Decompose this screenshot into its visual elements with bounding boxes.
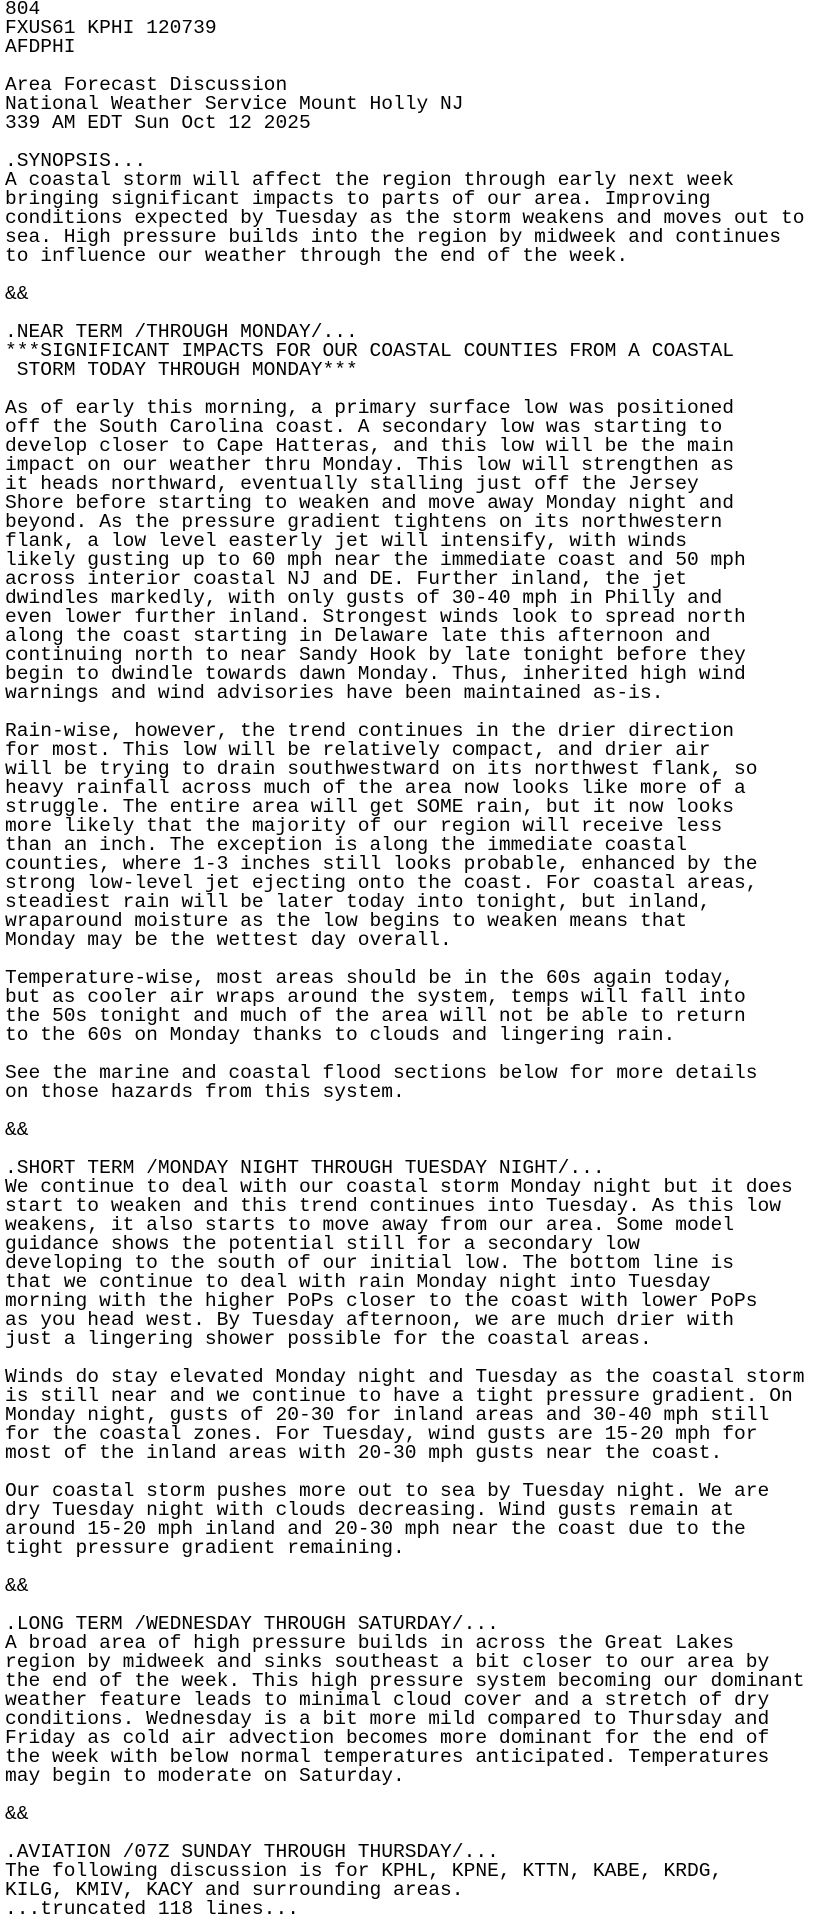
text-line: Monday may be the wettest day overall. [5, 929, 452, 951]
text-line: the week with below normal temperatures anticipated. Temperatures [5, 1746, 770, 1768]
text-line: as you head west. By Tuesday afternoon, we are much drier with [5, 1309, 735, 1331]
text-line: for the coastal zones. For Tuesday, wind gusts are 15-20 mph for [5, 1423, 758, 1445]
text-line: Rain-wise, however, the trend continues in the drier direction [5, 720, 735, 742]
text-line: Area Forecast Discussion [5, 74, 288, 96]
text-line: continuing north to near Sandy Hook by late tonight before they [5, 644, 746, 666]
text-line: heavy rainfall across much of the area now looks like more of a [5, 777, 746, 799]
text-line: 804 [5, 0, 41, 20]
blank-line [5, 266, 825, 285]
text-line: on those hazards from this system. [5, 1081, 405, 1103]
blank-line [5, 1558, 825, 1577]
text-line: .NEAR TERM /THROUGH MONDAY/... [5, 321, 358, 343]
text-line: strong low-level jet ejecting onto the coast. For coastal areas, [5, 872, 758, 894]
text-line: && [5, 1119, 29, 1141]
text-line: STORM TODAY THROUGH MONDAY*** [5, 359, 358, 381]
text-line: than an inch. The exception is along the immediate coastal [5, 834, 687, 856]
blank-line [5, 1102, 825, 1121]
text-line: that we continue to deal with rain Monday night into Tuesday [5, 1271, 711, 1293]
text-line: Our coastal storm pushes more out to sea by Tuesday night. We are [5, 1480, 770, 1502]
text-line: .LONG TERM /WEDNESDAY THROUGH SATURDAY/... [5, 1613, 499, 1635]
text-line: is still near and we continue to have a tight pressure gradient. On [5, 1385, 793, 1407]
text-line: struggle. The entire area will get SOME rain, but it now looks [5, 796, 735, 818]
text-line: && [5, 283, 29, 305]
text-line: See the marine and coastal flood sections below for more details [5, 1062, 758, 1084]
text-line: sea. High pressure builds into the region by midweek and continues [5, 226, 782, 248]
text-line: counties, where 1-3 inches still looks probable, enhanced by the [5, 853, 758, 875]
text-line: wraparound moisture as the low begins to weaken means that [5, 910, 687, 932]
text-line: flank, a low level easterly jet will intensify, with winds [5, 530, 687, 552]
text-line: AFDPHI [5, 36, 76, 58]
text-line: conditions expected by Tuesday as the storm weakens and moves out to [5, 207, 805, 229]
text-line: .SYNOPSIS... [5, 150, 147, 172]
blank-line [5, 1786, 825, 1805]
text-line: more likely that the majority of our region will receive less [5, 815, 723, 837]
text-line: 339 AM EDT Sun Oct 12 2025 [5, 112, 311, 134]
text-line: morning with the higher PoPs closer to the coast with lower PoPs [5, 1290, 758, 1312]
text-line: develop closer to Cape Hatteras, and this low will be the main [5, 435, 735, 457]
text-line: The following discussion is for KPHL, KPNE, KTTN, KABE, KRDG, [5, 1860, 723, 1882]
text-line: A broad area of high pressure builds in across the Great Lakes [5, 1632, 735, 1654]
text-line: to influence our weather through the end of the week. [5, 245, 629, 267]
text-line: As of early this morning, a primary surface low was positioned [5, 397, 735, 419]
text-line: around 15-20 mph inland and 20-30 mph near the coast due to the [5, 1518, 746, 1540]
text-line: begin to dwindle towards dawn Monday. Thus, inherited high wind [5, 663, 746, 685]
text-line: most of the inland areas with 20-30 mph gusts near the coast. [5, 1442, 723, 1464]
text-line: guidance shows the potential still for a secondary low [5, 1233, 640, 1255]
text-line: along the coast starting in Delaware late this afternoon and [5, 625, 711, 647]
text-line: steadiest rain will be later today into tonight, but inland, [5, 891, 711, 913]
text-line: weakens, it also starts to move away from our area. Some model [5, 1214, 735, 1236]
text-line: the 50s tonight and much of the area will not be able to return [5, 1005, 746, 1027]
text-line: dry Tuesday night with clouds decreasing. Wind gusts remain at [5, 1499, 735, 1521]
text-line: .AVIATION /07Z SUNDAY THROUGH THURSDAY/... [5, 1841, 499, 1863]
text-line: && [5, 1803, 29, 1825]
text-line: KILG, KMIV, KACY and surrounding areas. [5, 1879, 464, 1901]
text-line: Temperature-wise, most areas should be in the 60s again today, [5, 967, 735, 989]
text-line: Monday night, gusts of 20-30 for inland areas and 30-40 mph still [5, 1404, 770, 1426]
text-line: && [5, 1575, 29, 1597]
text-line: start to weaken and this trend continues into Tuesday. As this low [5, 1195, 782, 1217]
text-line: dwindles markedly, with only gusts of 30-40 mph in Philly and [5, 587, 723, 609]
text-line: will be trying to drain southwestward on its northwest flank, so [5, 758, 758, 780]
text-line: developing to the south of our initial low. The bottom line is [5, 1252, 735, 1274]
text-line: may begin to moderate on Saturday. [5, 1765, 405, 1787]
text-line: region by midweek and sinks southeast a bit closer to our area by [5, 1651, 770, 1673]
text-line: Winds do stay elevated Monday night and Tuesday as the coastal storm [5, 1366, 805, 1388]
text-line: National Weather Service Mount Holly NJ [5, 93, 464, 115]
text-line: A coastal storm will affect the region through early next week [5, 169, 735, 191]
text-line: beyond. As the pressure gradient tightens on its northwestern [5, 511, 723, 533]
text-line: .SHORT TERM /MONDAY NIGHT THROUGH TUESDAY NIGHT/... [5, 1157, 605, 1179]
text-line: ***SIGNIFICANT IMPACTS FOR OUR COASTAL COUNTIES FROM A COASTAL [5, 340, 735, 362]
text-line: Shore before starting to weaken and move away Monday night and [5, 492, 735, 514]
text-line: even lower further inland. Strongest winds look to spread north [5, 606, 746, 628]
text-line: warnings and wind advisories have been maintained as-is. [5, 682, 664, 704]
text-line: across interior coastal NJ and DE. Further inland, the jet [5, 568, 687, 590]
text-line: FXUS61 KPHI 120739 [5, 17, 217, 39]
text-line: off the South Carolina coast. A secondary low was starting to [5, 416, 723, 438]
text-line: impact on our weather thru Monday. This low will strengthen as [5, 454, 735, 476]
text-line: but as cooler air wraps around the system, temps will fall into [5, 986, 746, 1008]
text-line: to the 60s on Monday thanks to clouds and lingering rain. [5, 1024, 676, 1046]
text-line: weather feature leads to minimal cloud cover and a stretch of dry [5, 1689, 770, 1711]
text-line: the end of the week. This high pressure system becoming our dominant [5, 1670, 805, 1692]
text-line: ...truncated 118 lines... [5, 1898, 299, 1920]
text-line: for most. This low will be relatively compact, and drier air [5, 739, 711, 761]
text-line: likely gusting up to 60 mph near the immediate coast and 50 mph [5, 549, 746, 571]
text-line: it heads northward, eventually stalling just off the Jersey [5, 473, 699, 495]
text-line: just a lingering shower possible for the coastal areas. [5, 1328, 652, 1350]
text-line: bringing significant impacts to parts of our area. Improving [5, 188, 711, 210]
text-line: conditions. Wednesday is a bit more mild compared to Thursday and [5, 1708, 770, 1730]
text-line: We continue to deal with our coastal storm Monday night but it does [5, 1176, 793, 1198]
text-line: tight pressure gradient remaining. [5, 1537, 405, 1559]
text-line: Friday as cold air advection becomes more dominant for the end of [5, 1727, 770, 1749]
